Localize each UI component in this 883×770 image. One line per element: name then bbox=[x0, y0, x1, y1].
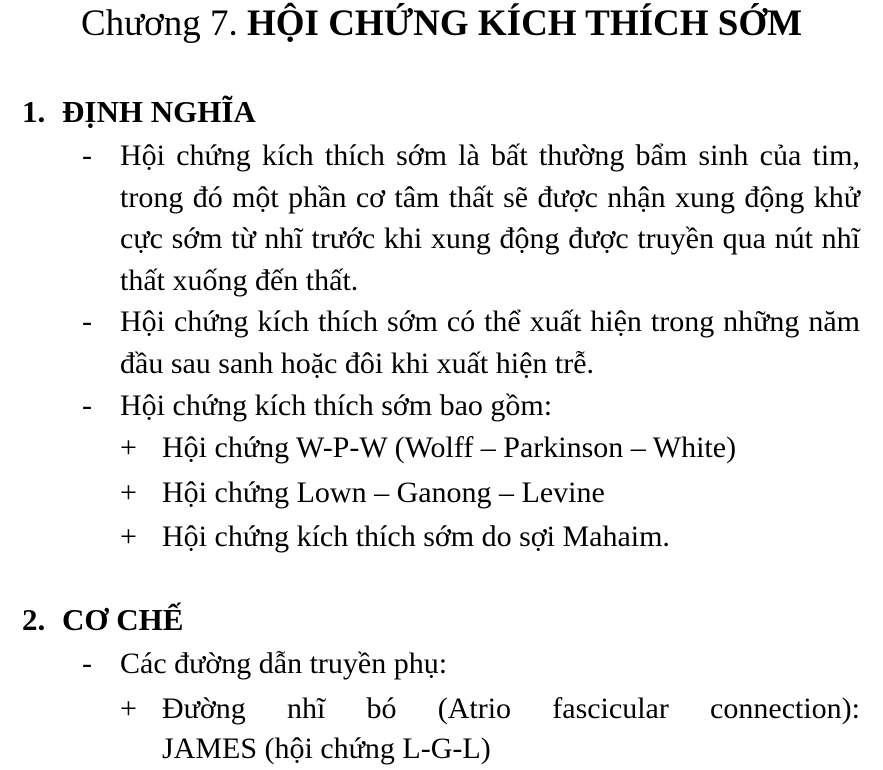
sub-list-item bbox=[120, 516, 860, 558]
list-item-text: Hội chứng kích thích sớm có thể xuất hiện trong những năm đầu sau sanh hoặc đôi khi xuất hiện trễ. bbox=[120, 305, 860, 380]
dash-marker: - bbox=[82, 647, 92, 680]
sub-list-item-text: Hội chứng kích thích sớm do sợi Mahaim. bbox=[162, 520, 670, 553]
section-heading-definition bbox=[22, 93, 256, 131]
sub-list-item-continuation: JAMES (hội chứng L-G-L) bbox=[162, 732, 491, 765]
chapter-name: HỘI CHỨNG KÍCH THÍCH SỚM bbox=[247, 3, 803, 44]
sub-list-item bbox=[120, 427, 860, 469]
section-title: ĐỊNH NGHĨA bbox=[62, 94, 256, 129]
list-item bbox=[82, 643, 860, 685]
sub-list-item bbox=[120, 688, 860, 730]
list-item bbox=[82, 135, 860, 302]
dash-marker: - bbox=[82, 305, 92, 338]
section-number: 2. bbox=[22, 602, 46, 637]
list-item-text: Các đường dẫn truyền phụ: bbox=[120, 647, 448, 680]
section-title: CƠ CHẾ bbox=[62, 602, 184, 637]
sub-list-item-text: Hội chứng Lown – Ganong – Levine bbox=[162, 476, 605, 509]
list-item bbox=[82, 301, 860, 384]
list-item-text: Hội chứng kích thích sớm bao gồm: bbox=[120, 389, 553, 422]
plus-marker: + bbox=[120, 476, 137, 509]
list-item-text: Hội chứng kích thích sớm là bất thường bẩm sinh của tim, trong đó một phần cơ tâm thất sẽ được nhận xung động khử cực sớm từ nhĩ trước khi xung động được truyền qua nút nhĩ thất xuống đến thất. bbox=[120, 139, 860, 298]
dash-marker: - bbox=[82, 139, 92, 172]
sub-list-item-text: Đường nhĩ bó (Atrio fascicular connection): bbox=[162, 692, 860, 725]
chapter-prefix: Chương 7. bbox=[80, 3, 247, 44]
dash-marker: - bbox=[82, 389, 92, 422]
sub-list-item-text: Hội chứng W-P-W (Wolff – Parkinson – White) bbox=[162, 431, 737, 464]
list-item bbox=[82, 385, 860, 427]
plus-marker: + bbox=[120, 520, 137, 553]
section-heading-mechanism bbox=[22, 601, 183, 639]
plus-marker: + bbox=[120, 692, 137, 725]
sub-list-item bbox=[120, 472, 860, 514]
section-number: 1. bbox=[22, 94, 46, 129]
plus-marker: + bbox=[120, 431, 137, 464]
chapter-title bbox=[0, 2, 883, 46]
